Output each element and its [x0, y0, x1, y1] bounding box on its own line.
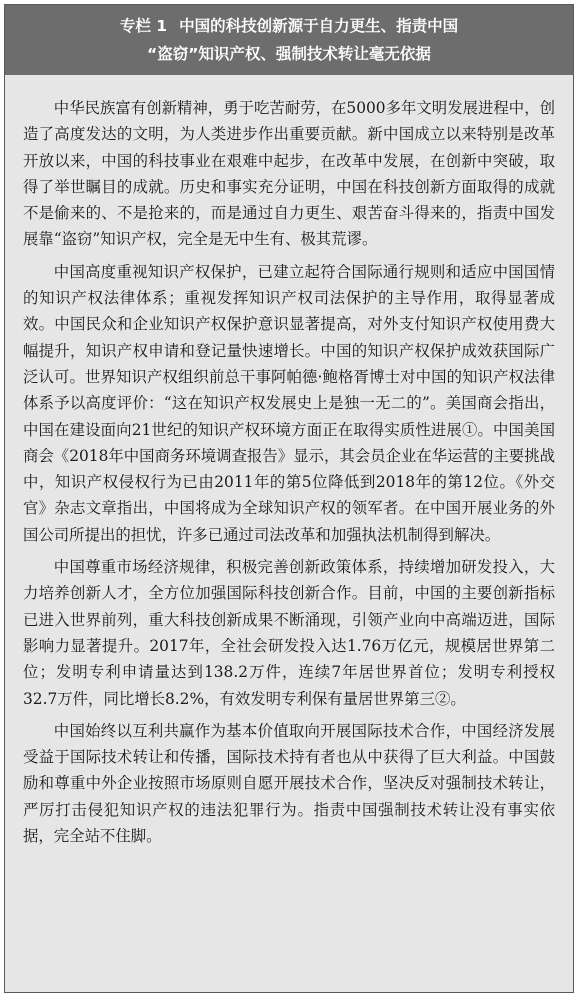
box-body: [23, 95, 555, 849]
box-title-line-1: [5, 15, 573, 37]
box-title-text-1: 中国的科技创新源于自力更生、指责中国: [179, 17, 459, 35]
box-header: [5, 5, 573, 75]
sidebar-box: [4, 4, 574, 993]
paragraph: 中国始终以互利共赢作为基本价值取向开展国际技术合作，中国经济发展受益于国际技术转让和传播，国际技术持有者也从中获得了巨大利益。中国鼓励和尊重中外企业按照市场原则自愿开展技术合作，坚决反对强制技术转让，严厉打击侵犯知识产权的违法犯罪行为。指责中国强制技术转让没有事实依据，完全站不住脚。: [23, 721, 555, 846]
box-title-line-2: “盗窃”知识产权、强制技术转让毫无依据: [147, 45, 431, 63]
paragraph: 中华民族富有创新精神，勇于吃苦耐劳，在5000多年文明发展进程中，创造了高度发达的文明，为人类进步作出重要贡献。新中国成立以来特别是改革开放以来，中国的科技事业在艰难中起步，在改革中发展，在创新中突破，取得了举世瞩目的成就。历史和事实充分证明，中国在科技创新方面取得的成就不是偷来的、不是抢来的，而是通过自力更生、艰苦奋斗得来的，指责中国发展靠“盗窃”知识产权，完全是无中生有、极其荒谬。: [23, 99, 555, 249]
paragraph: 中国尊重市场经济规律，积极完善创新政策体系，持续增加研发投入，大力培养创新人才，全方位加强国际科技创新合作。目前，中国的主要创新指标已进入世界前列，重大科技创新成果不断涌现，引领产业向中高端迈进，国际影响力显著提升。2017年，全社会研发投入达1.76万亿元，规模居世界第二位；发明专利申请量达到138.2万件，连续7年居世界首位；发明专利授权32.7万件，同比增长8.2%，有效发明专利保有量居世界第三②。: [23, 558, 555, 708]
paragraph: 中国高度重视知识产权保护，已建立起符合国际通行规则和适应中国国情的知识产权法律体系；重视发挥知识产权司法保护的主导作用，取得显著成效。中国民众和企业知识产权保护意识显著提高，对外支付知识产权使用费大幅提升，知识产权申请和登记量快速增长。中国的知识产权保护成效获国际广泛认可。世界知识产权组织前总干事阿帕德·鲍格胥博士对中国的知识产权法律体系予以高度评价：“这在知识产权发展史上是独一无二的”。美国商会指出，中国在建设面向21世纪的知识产权环境方面正在取得实质性进展①。中国美国商会《2018年中国商务环境调查报告》显示，其会员企业在华运营的主要挑战中，知识产权侵权行为已由2011年的第5位降低到2018年的第12位。《外交官》杂志文章指出，中国将成为全球知识产权的领军者。在中国开展业务的外国公司所提出的担忧，许多已通过司法改革和加强执法机制得到解决。: [23, 262, 555, 544]
box-label: 专栏 1: [119, 17, 168, 35]
